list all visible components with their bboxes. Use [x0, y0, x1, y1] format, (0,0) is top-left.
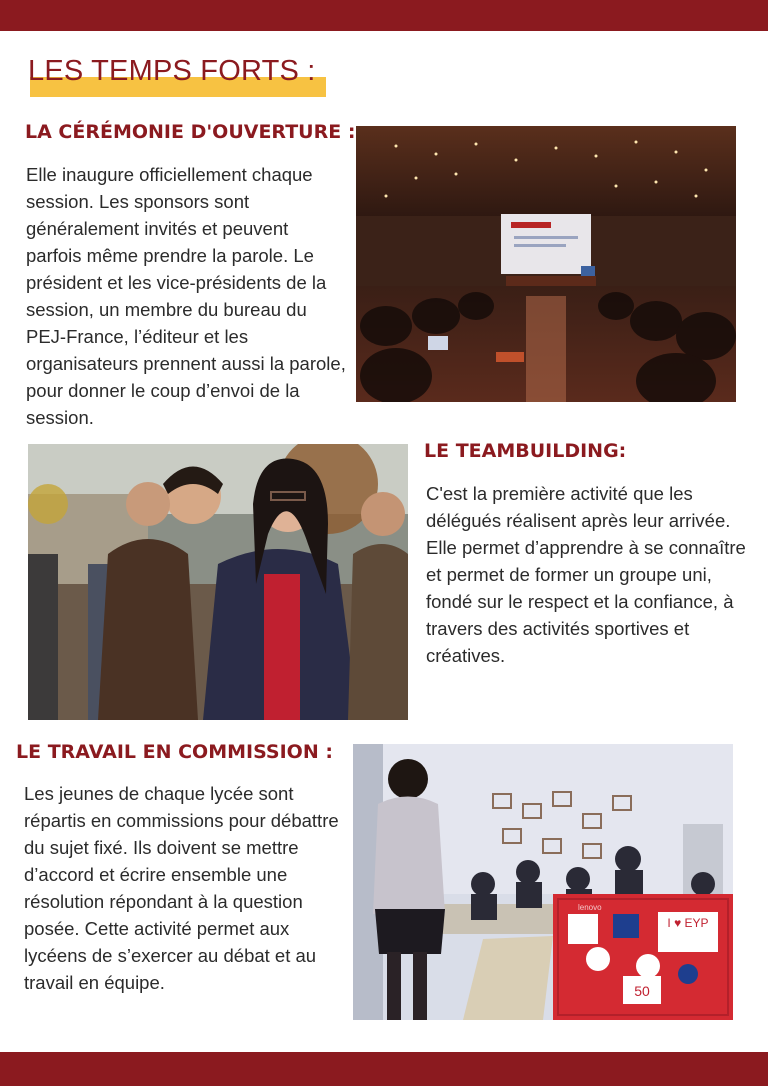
section-title-ceremony: LA CÉRÉMONIE D'OUVERTURE :	[25, 121, 356, 143]
section-title-teambuilding: LE TEAMBUILDING:	[424, 440, 627, 462]
top-banner	[0, 0, 768, 31]
bottom-banner	[0, 1052, 768, 1086]
laptop-sticker-number: 50	[634, 983, 650, 999]
laptop-brand-text: lenovo	[578, 903, 602, 912]
teambuilding-photo	[28, 444, 408, 720]
ceremony-photo	[356, 126, 736, 402]
section-title-commission: LE TRAVAIL EN COMMISSION :	[16, 741, 333, 763]
commission-photo	[353, 744, 733, 1020]
section-body-ceremony: Elle inaugure officiellement chaque session. Les sponsors sont généralement invités et peuvent parfois même prendre la parole. Le président et les vice-présidents de la session, un membre du bureau du PEJ-France, l’éditeur et les organisateurs prennent aussi la parole, pour donner le coup d’envoi de la session.	[26, 164, 346, 428]
main-title-block	[28, 55, 316, 88]
section-body-teambuilding: C'est la première activité que les délégués réalisent après leur arrivée. Elle permet d’apprendre à se connaître et permet de former un groupe uni, fondé sur le respect et la confiance, à travers des activités sportives et créatives.	[426, 483, 746, 666]
laptop-sticker-eyp: I ♥ EYP	[667, 916, 709, 930]
page-title: LES TEMPS FORTS :	[28, 55, 316, 87]
section-body-commission: Les jeunes de chaque lycée sont répartis en commissions pour débattre du sujet fixé. Ils doivent se mettre d’accord et écrire ensemble une résolution répondant à la question posée. Cette activité permet aux lycéens de s’exercer au débat et au travail en équipe.	[24, 783, 339, 993]
